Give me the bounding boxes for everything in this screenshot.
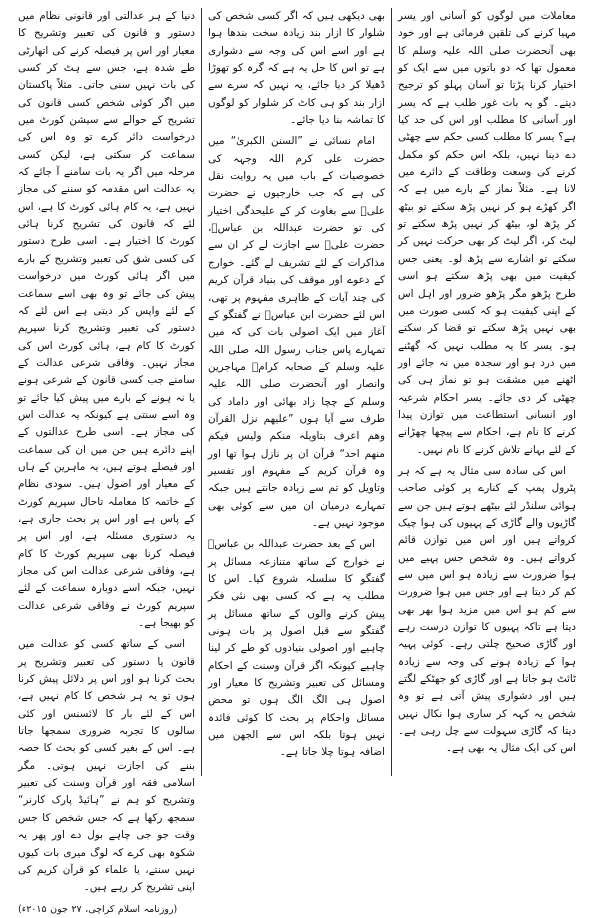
paragraph: دنیا کے ہر عدالتی اور قانونی نظام میں دستور و قانون کی تعبیر وتشریح کا معیار اور اس پر فیصلہ کرنے کی اتھارٹی طے شدہ ہے، جس سے ہٹ کر کسی کی بات نہیں سنی جاتی۔ مثلاً پاکستان میں اگر کوئی شخص کسی قانون کی تشریح کے حوالے سے سیشن کورٹ میں درخواست دائر کرے تو وہ اس کی سماعت کر سکتی ہے، لیکن کسی مرحلہ میں اگر یہ بات سامنے آ جائے کہ یہ عدالت اس مقدمہ کو سننے کی مجاز نہیں ہے، یہ کام ہائی کورٹ کا ہے، اس لئے کہ قانون کی تشریح کرنا ہائی کورٹ کا اختیار ہے۔ اسی طرح دستور کی کسی شق کی تعبیر وتشریح کے بارے میں اگر ہائی کورٹ میں درخواست پیش کی جائے تو وہ بھی اسے سماعت کے لئے واپس کر دیتی ہے اس لئے کہ دستور کی تعبیر وتشریح کرنا سپریم کورٹ کا کام ہے، ہائی کورٹ اس کی مجاز نہیں۔ وفاقی شرعی عدالت کے سامنے جب کسی قانون کے شرعی ہونے یا نہ ہونے کے بارے میں پیش کیا جائے تو وہ اسے سنتی ہے کیونکہ یہ عدالت اس کی مجاز ہے۔ اسی طرح عدالتوں کے اپنے دائرے ہیں جن میں ان کی سماعت اور فیصلے ہوتے ہیں، یہ ماہرین کے ہاں کے معیار اور اصول ہیں۔ سودی نظام کے خاتمہ کا معاملہ تاحال سپریم کورٹ کے پاس ہے اور اس پر بحث جاری ہے، یہ دستوری مسئلہ ہے، اور اس پر فیصلہ کرنا بھی سپریم کورٹ کا کام ہے، وفاقی شرعی عدالت اس کی مجاز نہیں، جبکہ اسے دوبارہ سماعت کے لئے سپریم کورٹ نے وفاقی شرعی عدالت کو بھیجا ہے۔ — [18, 10, 195, 630]
paragraph: اس کے بعد حضرت عبداللہ بن عباسؓ نے خوارج کے ساتھ متنازعہ مسائل پر گفتگو کا سلسلہ شروع کیا۔ اس کا مطلب یہ ہے کہ کسی بھی نئی فکر پیش کرنے والوں کے ساتھ مسائل پر گفتگو سے قبل اصول پر بات ہونی چاہیے اور اصولی بنیادوں کو طے کر لینا چاہیے کیونکہ اگر قرآن وسنت کے احکام ومسائل کی تعبیر وتشریح کا معیار اور اصول ہی الگ الگ ہوں تو محض مسائل واحکام پر بحث کا کوئی فائدہ نہیں ہوتا بلکہ اس سے الجھن میں اضافہ ہوتا چلا جاتا ہے۔ — [208, 538, 385, 759]
paragraph: امام نسائی نے ”السنن الکبریٰ“ میں حضرت علی کرم اللہ وجہہ کی خصوصیات کے باب میں یہ روایت نقل کی ہے کہ جب خارجیوں نے حضرت علیؓ سے بغاوت کر کے علیحدگی اختیار کی تو حضرت عبداللہ بن عباسؓ، حضرت علیؓ سے اجازت لے کر ان سے مذاکرات کے لئے تشریف لے گئے۔ خوارج کے دعوے اور موقف کی بنیاد قرآن کریم کی چند آیات کے ظاہری مفہوم پر تھی، اس لئے حضرت ابن عباسؓ نے گفتگو کے آغاز میں ایک اصولی بات کی کہ میں تمہارے پاس جناب رسول اللہ صلی اللہ علیہ وسلم کے صحابہ کرامؓ مہاجرین وانصار اور آنحضرت صلی اللہ علیہ وسلم کے چچا زاد بھائی اور داماد کی طرف سے آیا ہوں ”علیھم نزل القرآن وھم اعرف بتاویلہ منکم ولیس فیکم منھم احد“ قرآن ان پر نازل ہوا تھا اور وہ قرآن کریم کے مفہوم اور تفسیر وتاویل کو تم سے زیادہ جانتے ہیں جبکہ تمہارے درمیان ان میں سے کوئی بھی موجود نہیں ہے۔ — [208, 135, 385, 529]
paragraph: بھی دیکھی ہیں کہ اگر کسی شخص کی شلوار کا ازار بند زیادہ سخت بندھا ہوا ہے اور اسے اس کی وجہ سے دشواری ہے تو اس کا حل یہ ہے کہ گرہ کو تھوڑا ڈھیلا کر دیا جائے، یہ نہیں کہ سرے سے ازار بند کو ہی کاٹ کر شلوار کو لوگوں کا تماشہ بنا دیا جائے۔ — [208, 10, 385, 127]
paragraph: اسی کے ساتھ کسی کو عدالت میں قانون یا دستور کی تعبیر وتشریح پر بحث کرنا ہو اور اس پر دلائل پیش کرنا ہوں تو یہ ہر شخص کا کام نہیں ہے، اس کے لئے بار کا لائسنس اور کئی سالوں کا تجربہ ضروری سمجھا جاتا ہے۔ اس کے بغیر کسی کو بحث کا حصہ بننے کی اجازت نہیں ہوتی۔ مگر اسلامی فقہ اور قرآن وسنت کی تعبیر وتشریح کو ہم نے ”ہائیڈ پارک کارنر“ سمجھ رکھا ہے کہ جس شخص کا جس وقت جو جی چاہے بول دے اور پھر یہ شکوہ بھی کرے کہ لوگ میری بات کیوں نہیں سنتے، یا علماء کو قرآن کریم کی اپنی تشریح کر رہے ہیں۔ — [18, 638, 195, 894]
source-citation: (روزنامہ اسلام کراچی، ۲۷ جون ۲۰۱۵ء) — [18, 903, 178, 915]
column-right — [392, 8, 582, 776]
column-left — [12, 8, 202, 915]
paragraph: معاملات میں لوگوں کو آسانی اور یسر مہیا کرنے کی تلقین فرمائی ہے اور خود بھی آنحضرت صلی اللہ علیہ وسلم کا معمول تھا کہ دو باتوں میں سے ایک کو اختیار کرنا پڑتا تو آسان پہلو کو ترجیح دیتے۔ گو یہ بات غور طلب ہے کہ یسر اور آسانی کا مطلب اور اس کی حد کیا ہے؟ یسر کا مطلب کسی حکم سے چھٹی دے دینا نہیں، بلکہ اس حکم کو مکمل کرنے کی وسعت وطاقت کے دائرے میں لانا ہے۔ مثلاً نماز کے بارے میں ہے کہ اگر کھڑے ہو کر نہیں پڑھ سکتے تو بیٹھ کر پڑھ لو، بیٹھ کر نہیں پڑھ سکتے تو لیٹ کر، اگر لیٹ کر بھی حرکت نہیں کر سکتے تو اشارے سے پڑھ لو۔ یعنی جس کیفیت میں بھی پڑھ سکتے ہو اسی طرح پڑھو مگر پڑھو ضرور اور اہل اس کے اپنی کیفیت ہو کہ کسی صورت میں بھی نہیں پڑھ سکتے تو قضا کر سکتے ہو۔ یسر کا یہ مطلب نہیں کہ گھٹنے میں درد ہو اور سجدہ میں نہ جائے اور اٹھنے میں مشقت ہو تو نماز ہی کی چھٹی کر دی جائے۔ یسر احکام شرعیہ اور انسانی استطاعت میں توازن پیدا کرنے کا نام ہے، احکام سے پیچھا چھڑانے کے لئے بہانے تلاش کرنے کا نام نہیں۔ — [398, 10, 576, 456]
paragraph: اس کی سادہ سی مثال یہ ہے کہ ہر پٹرول پمپ کے کنارے پر کوئی صاحب ہوائی سلنڈر لئے بیٹھے ہوتے ہیں جن سے گاڑیوں والے گاڑی کے پہیوں کی ہوا چیک کرواتے ہیں اور اس میں توازن قائم کرواتے ہیں۔ وہ شخص جس پہیے میں ہوا ضرورت سے زیادہ ہو اس میں سے کم کر دیتا ہے اور جس میں ہوا ضرورت سے کم ہو اس میں مزید ہوا بھر بھی دیتا ہے تاکہ پہیوں کا توازن درست رہے اور گاڑی صحیح چلتی رہے۔ کوئی پہیہ ہوا کے زیادہ ہونے کی وجہ سے زیادہ ٹائٹ ہو جاتا ہے اور گاڑی کو جھٹکے لگتے ہیں اور دشواری پیش آتی ہے تو وہ شخص یہ کہہ کر ساری ہوا نکال نہیں دیتا کہ گاڑی سہولت سے چل رہی ہے۔ اس کی ایک مثال یہ بھی ہے۔ — [398, 464, 576, 755]
column-middle — [202, 8, 392, 776]
